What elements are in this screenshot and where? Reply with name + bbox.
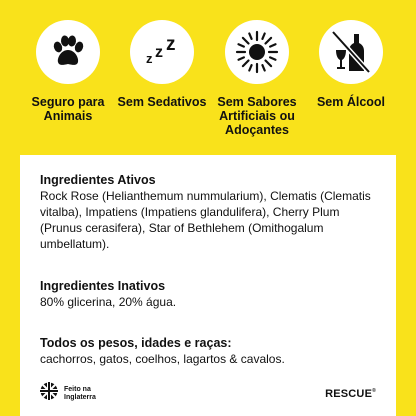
paw-icon [36, 20, 100, 84]
suitable-for-section [40, 335, 380, 367]
feature-strip [0, 0, 416, 150]
made-in-label: Feito na Inglaterra [64, 385, 96, 401]
feature-label: Sem Sedativos [117, 95, 207, 109]
brand-logo [325, 388, 376, 400]
active-ingredients-heading: Ingredientes Ativos [40, 173, 156, 187]
active-ingredients-text: Rock Rose (Helianthemum nummularium), Clematis (Clematis vitalba), Impatiens (Impatiens glandulifera), Cherry Plum (Prunus cerasifera), Star of Bethlehem (Omithogalum umbellatum). [40, 189, 371, 251]
feature-label: Sem Sabores Artificiais ou Adoçantes [217, 95, 297, 137]
sun-icon [225, 20, 289, 84]
brand-name: RESCUE [325, 388, 373, 400]
made-in-badge [40, 382, 114, 405]
feature-label: Seguro para Animais [31, 95, 105, 123]
no-alcohol-icon [319, 20, 383, 84]
registered-mark: ® [372, 388, 376, 394]
suitable-for-heading: Todos os pesos, idades e raças: [40, 336, 232, 350]
ingredients-panel [20, 155, 396, 416]
svg-text:z: z [155, 44, 163, 61]
inactive-ingredients-section [40, 278, 380, 310]
svg-text:z: z [146, 51, 153, 66]
sleep-zzz-icon [130, 20, 194, 84]
svg-text:z: z [166, 34, 176, 55]
inactive-ingredients-text: 80% glicerina, 20% água. [40, 295, 177, 309]
feature-label: Sem Álcool [316, 95, 386, 109]
suitable-for-text: cachorros, gatos, coelhos, lagartos & cavalos. [40, 352, 285, 366]
inactive-ingredients-heading: Ingredientes Inativos [40, 279, 166, 293]
active-ingredients-section [40, 172, 380, 252]
uk-flag-icon [40, 382, 58, 405]
